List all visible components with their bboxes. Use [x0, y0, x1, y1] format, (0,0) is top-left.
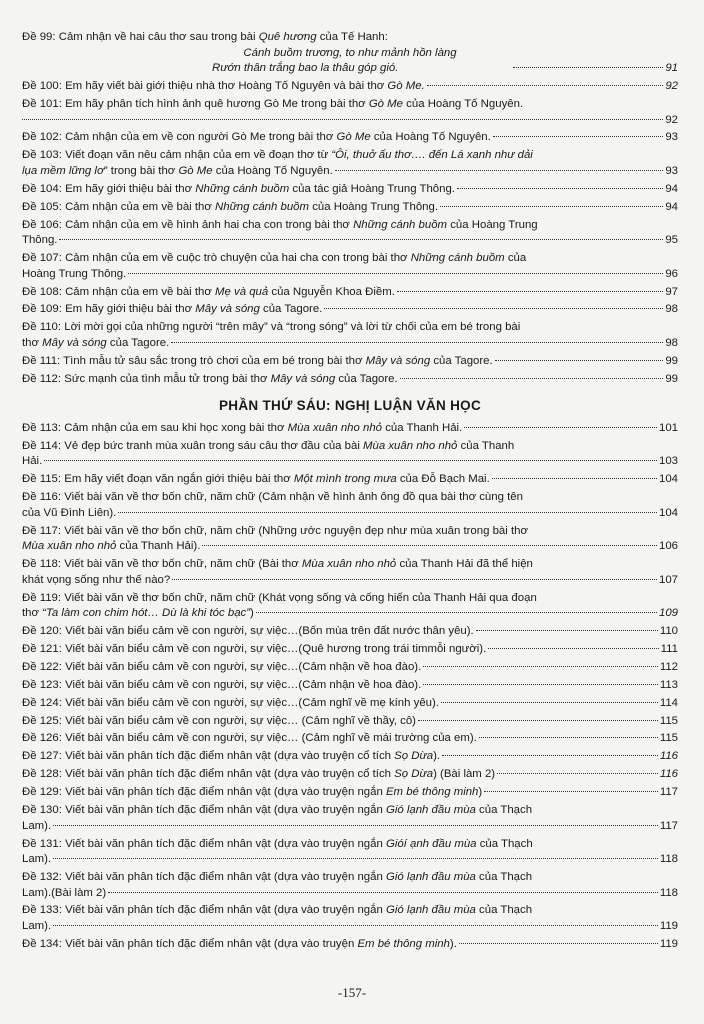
entry-text: của Đỗ Bạch Mai.: [399, 473, 490, 486]
toc-entry-134: [22, 937, 678, 953]
toc-entry-105: [22, 200, 678, 216]
entry-text: Cảm nhận của em về con người Gò Me trong bài thơ: [65, 131, 334, 144]
entry-italic: Em bé thông minh: [357, 937, 450, 950]
toc-entry-119: [22, 591, 678, 622]
page-ref: 109: [658, 607, 678, 620]
page-ref: 101: [658, 421, 678, 434]
entry-italic: Mẹ và quả: [215, 285, 269, 298]
entry-italic: Quê hương: [258, 31, 317, 43]
entry-text: thơ: [22, 336, 39, 349]
entry-italic: Gió lạnh đầu mùa: [385, 804, 476, 817]
entry-text: Em hãy giới thiệu bài thơ: [65, 182, 193, 195]
page-ref: 118: [659, 886, 678, 899]
entry-text: của: [507, 252, 527, 265]
toc-entry-122: [22, 660, 678, 676]
page-ref: 94: [665, 182, 678, 195]
entry-italic: Mùa xuân nho nhỏ: [287, 421, 383, 434]
entry-italic: Mây và sóng: [195, 303, 260, 316]
entry-label: Đề 112:: [22, 372, 62, 385]
entry-text: của Tagore.: [263, 303, 323, 316]
entry-label: Đề 113:: [22, 421, 62, 434]
entry-text: ).: [433, 750, 441, 763]
page-ref: 92: [665, 113, 678, 126]
entry-italic: Gióí ạnh đầu mùa: [385, 837, 477, 850]
entry-text: Cảm nhận của em về bài thơ: [65, 200, 212, 213]
toc-entry-102: [22, 130, 678, 146]
page-ref: 119: [659, 937, 678, 950]
entry-italic: Mùa xuân nho nhỏ: [363, 439, 458, 452]
entry-label: Đề 107:: [22, 252, 62, 265]
entry-text: của Thanh Hải đã thể hiện: [399, 558, 533, 571]
entry-text: Viết bài văn phân tích đặc điểm nhân vật (dựa vào truyện ngắn: [65, 804, 383, 817]
entry-label: Đề 100:: [22, 80, 62, 93]
entry-label: Đề 133:: [22, 904, 62, 917]
entry-label: Đề 105:: [22, 200, 62, 213]
entry-text: Cảm nhận của em về hình ảnh hai cha con trong bài thơ: [65, 218, 350, 231]
entry-text: ).: [449, 937, 457, 950]
entry-text: của Tagore.: [433, 354, 493, 367]
entry-italic: Sọ Dừa: [394, 768, 434, 781]
page-ref: 104: [658, 473, 678, 486]
page-ref: 110: [659, 625, 678, 638]
entry-label: Đề 120:: [22, 625, 62, 638]
entry-text: của tác giả Hoàng Trung Thông.: [292, 182, 455, 195]
entry-italic: Gió lạnh đầu mùa: [385, 871, 476, 883]
entry-text: ): [478, 786, 483, 799]
entry-text: Viết bài văn phân tích đặc điểm nhân vật (dựa vào truyện cổ tích: [65, 750, 391, 763]
entry-text: Lam).: [22, 920, 52, 933]
toc-entry-111: [22, 354, 678, 370]
page-ref: 112: [659, 660, 678, 673]
toc-entry-126: [22, 731, 678, 747]
entry-label: Đề 118:: [22, 558, 62, 571]
entry-label: Đề 101:: [22, 97, 62, 110]
entry-text: Cảm nhận của em về cuộc trò chuyện của hai cha con trong bài thơ: [65, 252, 408, 265]
entry-italic: Sọ Dừa: [394, 750, 434, 763]
page-ref: 99: [665, 354, 678, 367]
entry-text: Viết bài văn biểu cảm về con người, sự việc… (Cảm nghĩ về mái trường của em).: [65, 732, 477, 745]
entry-italic: Những cánh buồm: [353, 218, 448, 231]
entry-text: của Hoàng Trung: [450, 218, 538, 231]
entry-text: Viết bài văn biểu cảm về con người, sự việc…(Cảm nghĩ về mẹ kính yêu).: [65, 696, 439, 709]
entry-text: của Thạch: [479, 837, 533, 850]
page-ref: 114: [659, 696, 678, 709]
entry-label: Đề 104:: [22, 182, 62, 195]
entry-italic: Gò Me.: [387, 80, 425, 93]
entry-label: Đề 108:: [22, 285, 62, 298]
entry-text: Viết bài văn biểu cảm về con người, sự việc…(Cảm nhận về hoa đào).: [65, 660, 422, 673]
entry-text: Viết bài văn phân tích đặc điểm nhân vật (dựa vào truyện cổ tích: [65, 768, 391, 781]
entry-italic: Gò Me: [336, 131, 371, 144]
page-ref: 117: [659, 786, 678, 799]
entry-text: Viết bài văn biểu cảm về con người, sự việc… (Cảm nghĩ về thầy, cô): [65, 714, 416, 727]
toc-entry-130: [22, 803, 678, 834]
toc-entry-132: [22, 870, 678, 901]
entry-text: thơ: [22, 607, 39, 620]
entry-label: Đề 109:: [22, 303, 62, 316]
entry-italic: Những cánh buồm: [195, 182, 290, 195]
toc-entry-115: [22, 472, 678, 488]
page-ref: 92: [665, 80, 678, 93]
entry-text: Lam).: [22, 853, 52, 866]
page-ref: 98: [665, 336, 678, 349]
entry-label: Đề 99:: [22, 31, 56, 43]
toc-entry-106: [22, 218, 678, 249]
entry-text: Viết bài văn biểu cảm về con người, sự việc…(Bốn mùa trên đất nước thân yêu).: [65, 625, 474, 638]
toc-entry-110: [22, 320, 678, 351]
entry-label: Đề 125:: [22, 714, 62, 727]
page-ref: 115: [659, 732, 678, 745]
toc-entry-104: [22, 182, 678, 198]
entry-text: Em hãy giới thiệu bài thơ: [65, 303, 193, 316]
entry-label: Đề 102:: [22, 131, 62, 144]
entry-text: của Tế Hanh:: [319, 31, 388, 43]
entry-text: của Hoàng Trung Thông.: [312, 200, 438, 213]
page-ref: 107: [658, 573, 678, 586]
entry-italic: Những cánh buồm: [215, 200, 310, 213]
entry-label: Đề 124:: [22, 696, 62, 709]
entry-italic: Mây và sóng: [270, 372, 336, 385]
entry-text: Viết bài văn phân tích đặc điểm nhân vật (dựa vào truyện ngắn: [65, 871, 383, 883]
entry-label: Đề 115:: [22, 473, 62, 486]
entry-text: của Hoàng Tố Nguyên.: [373, 131, 491, 144]
page-ref: 93: [665, 164, 678, 177]
toc-entry-112: [22, 372, 678, 388]
entry-text: ): [250, 607, 254, 620]
entry-label: Đề 106:: [22, 218, 62, 231]
toc-entry-133: [22, 903, 678, 934]
entry-text: Cảm nhận về hai câu thơ sau trong bài: [58, 31, 256, 43]
entry-italic: “Ta làm con chim hót… Dù là khi tóc bạc”: [42, 607, 251, 620]
page-ref: 99: [665, 372, 678, 385]
toc-entry-123: [22, 678, 678, 694]
page-ref: 91: [665, 62, 678, 75]
entry-label: Đề 103:: [22, 149, 62, 162]
entry-italic: Gò Me: [178, 164, 213, 177]
entry-text: Tình mẫu tử sâu sắc trong trò chơi của em bé trong bài thơ: [63, 354, 363, 367]
entry-italic: Mùa xuân nho nhỏ: [22, 540, 117, 553]
page-ref: 117: [659, 819, 678, 832]
toc-entry-131: [22, 837, 678, 868]
entry-label: Đề 121:: [22, 643, 62, 656]
entry-label: Đề 116:: [22, 491, 62, 504]
entry-text: ) (Bài làm 2): [433, 768, 496, 781]
entry-italic: Gò Me: [368, 97, 403, 110]
entry-text: của Vũ Đình Liên).: [22, 506, 117, 519]
entry-text: Viết bài văn biểu cảm về con người, sự việc…(Cảm nhận về hoa đào).: [65, 678, 422, 691]
page-ref: 94: [665, 200, 678, 213]
page-ref: 115: [659, 714, 678, 727]
entry-text: của Hoàng Tố Nguyên.: [215, 164, 333, 177]
entry-label: Đề 111:: [22, 354, 61, 367]
entry-label: Đề 134:: [22, 937, 62, 950]
entry-text: của Nguyễn Khoa Điềm.: [271, 285, 395, 298]
entry-text: Viết bài văn về thơ bốn chữ, năm chữ (Cảm nhận về hình ảnh ông đồ qua bài thơ cùng tên: [64, 491, 523, 504]
toc-entry-125: [22, 714, 678, 730]
page-ref: 97: [665, 285, 678, 298]
toc-entry-114: [22, 439, 678, 470]
entry-text: của Thanh Hải.: [385, 421, 463, 434]
entry-label: Đề 110:: [22, 321, 62, 334]
entry-text: của Thanh: [460, 439, 515, 452]
entry-text: Lời mời gọi của những người “trên mây” và “trong sóng” và lời từ chối của em bé trong bài: [64, 321, 521, 334]
entry-text: của Thạch: [479, 904, 533, 917]
poem-line-1: Cánh buồm trương, to như mảnh hồn làng: [243, 46, 457, 59]
page-ref: 95: [665, 234, 678, 247]
entry-text: Cảm nhận của em sau khi học xong bài thơ: [64, 421, 285, 434]
page-ref: 118: [659, 853, 678, 866]
entry-text: Em hãy viết đoạn văn ngắn giới thiệu bài thơ: [64, 473, 291, 486]
entry-label: Đề 127:: [22, 750, 62, 763]
entry-text: Viết bài văn về thơ bốn chữ, năm chữ (Bài thơ: [64, 558, 299, 571]
entry-italic: Mây và sóng: [42, 336, 107, 349]
entry-text: của Tagore.: [109, 336, 170, 349]
section-title: PHẦN THỨ SÁU: NGHỊ LUẬN VĂN HỌC: [219, 398, 481, 414]
page-ref: 98: [665, 303, 678, 316]
toc-entry-118: [22, 557, 678, 588]
toc-entry-128: [22, 767, 678, 783]
entry-italic: Em bé thông minh: [385, 786, 479, 799]
entry-label: Đề 122:: [22, 660, 62, 673]
entry-text: của Thạch: [479, 871, 533, 883]
toc-entry-117: [22, 524, 678, 555]
toc-entry-121: [22, 642, 678, 658]
entry-italic: Mùa xuân nho nhỏ: [301, 558, 397, 571]
entry-text: Cảm nhận của em về bài thơ: [65, 285, 212, 298]
entry-text: Vẻ đẹp bức tranh mùa xuân trong sáu câu thơ đầu của bài: [64, 439, 360, 452]
entry-text: Em hãy viết bài giới thiệu nhà thơ Hoàng Tố Nguyên và bài thơ: [65, 80, 385, 93]
entry-text: Viết bài văn phân tích đặc điểm nhân vật (dựa vào truyện ngắn: [65, 837, 383, 850]
entry-text: Viết bài văn phân tích đặc điểm nhân vật (dựa vào truyện ngắn: [65, 904, 383, 917]
entry-text: Viết bài văn về thơ bốn chữ, năm chữ (Khát vọng sống và cống hiến của Thanh Hải qua đoạn: [64, 591, 537, 604]
page-ref: 93: [665, 131, 678, 144]
entry-text: Viết bài văn phân tích đặc điểm nhân vật (dựa vào truyện: [65, 937, 355, 950]
page-ref: 96: [665, 267, 678, 280]
entry-text: Viết bài văn phân tích đặc điểm nhân vật (dựa vào truyện ngắn: [65, 786, 383, 799]
entry-italic: Gió lạnh đầu mùa: [385, 904, 476, 917]
entry-italic: lụa mềm lững lơ: [22, 164, 104, 177]
entry-text: của Thạch: [479, 804, 533, 817]
toc-entry-113: [22, 421, 678, 437]
poem-line-2: Rướn thân trắng bao la thâu góp gió.: [212, 62, 399, 75]
entry-italic: Một mình trong mưa: [293, 473, 397, 486]
entry-text: Viết bài văn biểu cảm về con người, sự việc…(Quê hương trong trái timmỗi người).: [65, 643, 487, 656]
entry-text: Hải.: [22, 455, 43, 468]
entry-italic: “Ôi, thuở ấu thơ…. đến Lá xanh như dải: [331, 149, 533, 162]
entry-text: Viết đoạn văn nêu cảm nhận của em về đoạn thơ từ: [65, 149, 329, 162]
entry-italic: Mây và sóng: [365, 354, 431, 367]
entry-text: của Tagore.: [338, 372, 398, 385]
entry-text: Em hãy phân tích hình ảnh quê hương Gò Me trong bài thơ: [65, 97, 366, 110]
entry-text: khát vọng sống như thế nào?: [22, 573, 171, 586]
toc-entry-120: [22, 624, 678, 640]
entry-text: Hoàng Trung Thông.: [22, 267, 127, 280]
page-ref: 113: [659, 678, 678, 691]
entry-label: Đề 117:: [22, 524, 62, 537]
entry-label: Đề 132:: [22, 871, 62, 883]
toc-entry-124: [22, 696, 678, 712]
entry-text: Lam).: [22, 819, 52, 832]
page-ref: 116: [659, 768, 678, 781]
entry-label: Đề 131:: [22, 837, 62, 850]
toc-entry-129: [22, 785, 678, 801]
toc-entry-100: [22, 79, 678, 95]
toc-entry-107: [22, 251, 678, 282]
entry-label: Đề 123:: [22, 678, 62, 691]
toc-entry-109: [22, 302, 678, 318]
page-ref: 119: [659, 920, 678, 933]
page-ref: 103: [658, 455, 678, 468]
entry-text: Lam).(Bài làm 2): [22, 886, 107, 899]
toc-entry-99: [22, 30, 678, 77]
page-ref: 111: [660, 643, 678, 656]
page-ref: 116: [659, 750, 678, 763]
toc-entry-116: [22, 490, 678, 521]
entry-text: Thông.: [22, 234, 58, 247]
entry-label: Đề 130:: [22, 804, 62, 817]
page-ref: 104: [658, 506, 678, 519]
toc-entry-108: [22, 285, 678, 301]
entry-text: Sức mạnh của tình mẫu tử trong bài thơ: [64, 372, 268, 385]
toc-entry-127: [22, 749, 678, 765]
entry-text: của Thanh Hải).: [119, 540, 201, 553]
page-ref: 106: [658, 540, 678, 553]
entry-label: Đề 129:: [22, 786, 62, 799]
entry-text: của Hoàng Tố Nguyên.: [406, 97, 524, 110]
entry-text: Viết bài văn về thơ bốn chữ, năm chữ (Những ước nguyện đẹp như mùa xuân trong bài thơ: [64, 524, 528, 537]
entry-label: Đề 126:: [22, 732, 62, 745]
toc-entry-103: [22, 148, 678, 179]
entry-label: Đề 119:: [22, 591, 62, 604]
entry-italic: Những cánh buồm: [410, 252, 505, 265]
page-number: -157-: [337, 985, 367, 1000]
entry-label: Đề 128:: [22, 768, 62, 781]
entry-label: Đề 114:: [22, 439, 62, 452]
entry-text: ” trong bài thơ: [103, 164, 176, 177]
toc-entry-101: [22, 97, 678, 128]
